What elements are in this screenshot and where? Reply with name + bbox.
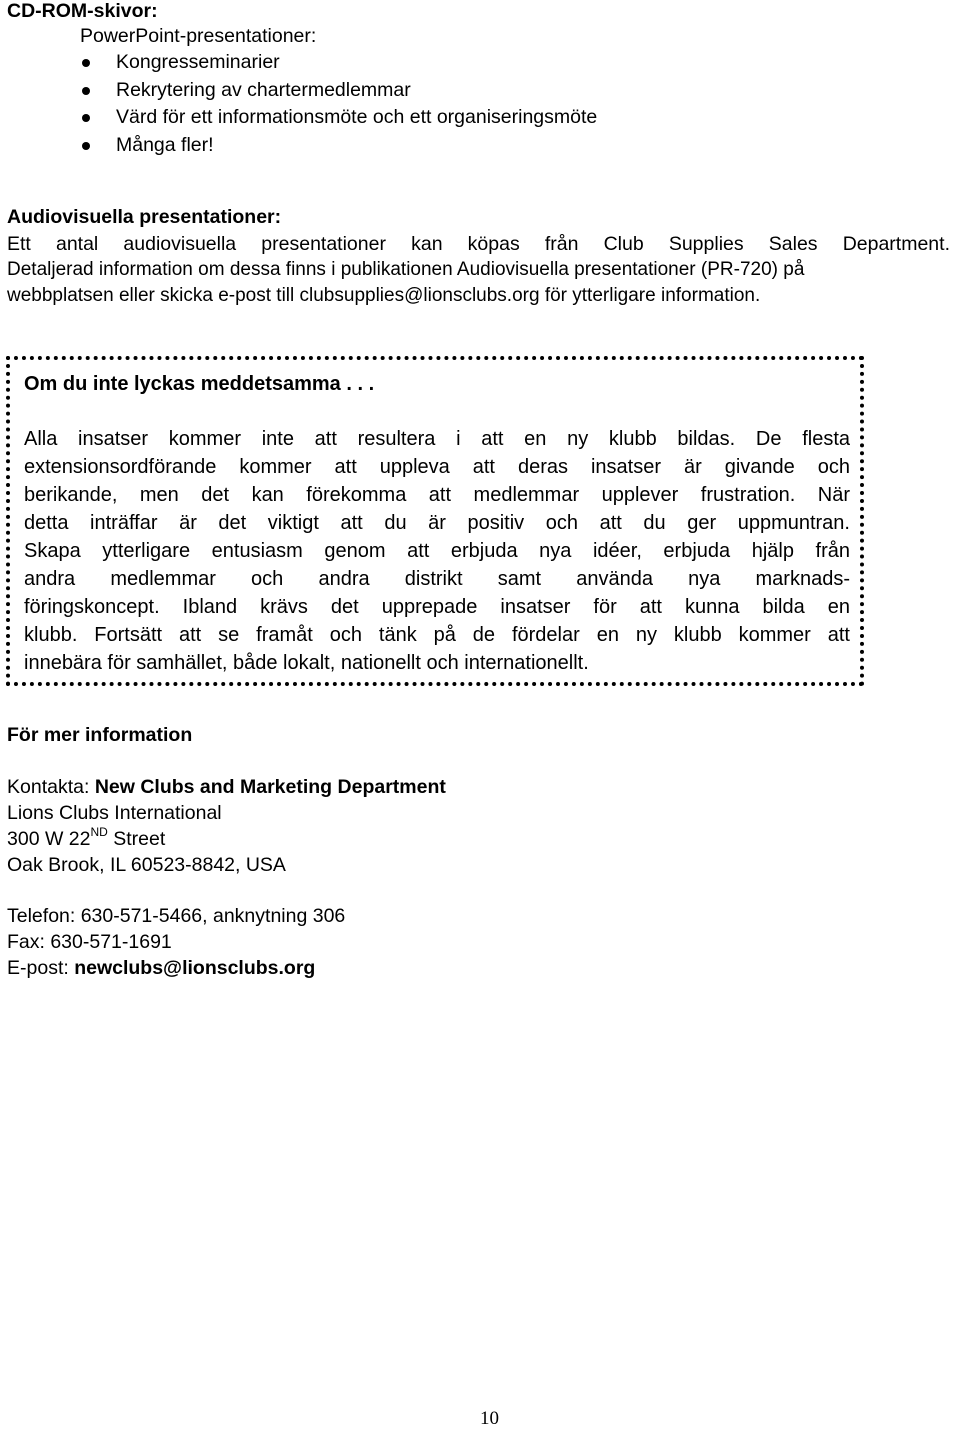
tip-box-line: klubb. Fortsätt att se framåt och tänk på de fördelar en ny klubb kommer att <box>24 624 850 646</box>
list-item <box>80 134 597 162</box>
list-item <box>80 51 597 79</box>
more-info-heading: För mer information <box>7 724 193 746</box>
cdrom-bullet-list <box>80 51 597 161</box>
tip-box-line: andra medlemmar och andra distrikt samt använda nya marknads- <box>24 568 850 590</box>
email-line <box>7 957 315 980</box>
list-item-text: Kongresseminarier <box>116 51 280 73</box>
page-number: 10 <box>480 1408 499 1429</box>
audiovisual-line-3: webbplatsen eller skicka e-post till clubsupplies@lionsclubs.org för ytterligare information. <box>7 285 761 306</box>
street-suffix: ND <box>90 825 108 839</box>
bullet-icon <box>82 142 90 150</box>
list-item <box>80 106 597 134</box>
street-number: 300 W 22 <box>7 828 91 850</box>
street-address <box>7 825 166 851</box>
email-link[interactable]: newclubs@lionsclubs.org <box>74 957 316 979</box>
list-item-text: Värd för ett informationsmöte och ett organiseringsmöte <box>116 106 598 128</box>
cdrom-heading: CD-ROM-skivor: <box>7 0 158 22</box>
phone-line: Telefon: 630-571-5466, anknytning 306 <box>7 905 346 927</box>
tip-box-line: innebära för samhället, både lokalt, nationellt och internationellt. <box>24 652 589 674</box>
tip-box-line: berikande, men det kan förekomma att medlemmar upplever frustration. När <box>24 484 850 506</box>
tip-box-line: extensionsordförande kommer att uppleva att deras insatser är givande och <box>24 456 850 478</box>
audiovisual-heading: Audiovisuella presentationer: <box>7 206 282 228</box>
tip-box-line: föringskoncept. Ibland krävs det upprepade insatser för att kunna bilda en <box>24 596 850 618</box>
contact-department: New Clubs and Marketing Department <box>94 776 446 798</box>
list-item-text: Rekrytering av chartermedlemmar <box>116 78 411 101</box>
email-label: E-post: <box>7 957 75 979</box>
tip-box-line: Alla insatser kommer inte att resultera i att en ny klubb bildas. De flesta <box>24 428 850 450</box>
tip-box-line: Skapa ytterligare entusiasm genom att erbjuda nya idéer, erbjuda hjälp från <box>24 540 850 562</box>
contact-line <box>7 776 446 799</box>
org-name: Lions Clubs International <box>7 802 222 824</box>
list-item-text: Många fler! <box>116 133 214 156</box>
bullet-icon <box>82 87 90 95</box>
fax-line: Fax: 630-571-1691 <box>7 931 172 953</box>
contact-label: Kontakta: <box>7 776 95 798</box>
bullet-icon <box>82 59 90 67</box>
street-name: Street <box>107 828 166 850</box>
tip-box-title: Om du inte lyckas meddetsamma . . . <box>24 373 375 395</box>
audiovisual-line-2: Detaljerad information om dessa finns i publikationen Audiovisuella presentationer (PR-720) på <box>7 259 805 280</box>
tip-box-line: detta inträffar är det viktigt att du är positiv och att du ger uppmuntran. <box>24 512 850 534</box>
bullet-icon <box>82 114 90 122</box>
list-item <box>80 79 597 107</box>
powerpoint-subheading: PowerPoint-presentationer: <box>80 25 317 47</box>
audiovisual-line-1: Ett antal audiovisuella presentationer kan köpas från Club Supplies Sales Department. <box>7 233 950 255</box>
city-line: Oak Brook, IL 60523-8842, USA <box>7 854 286 876</box>
